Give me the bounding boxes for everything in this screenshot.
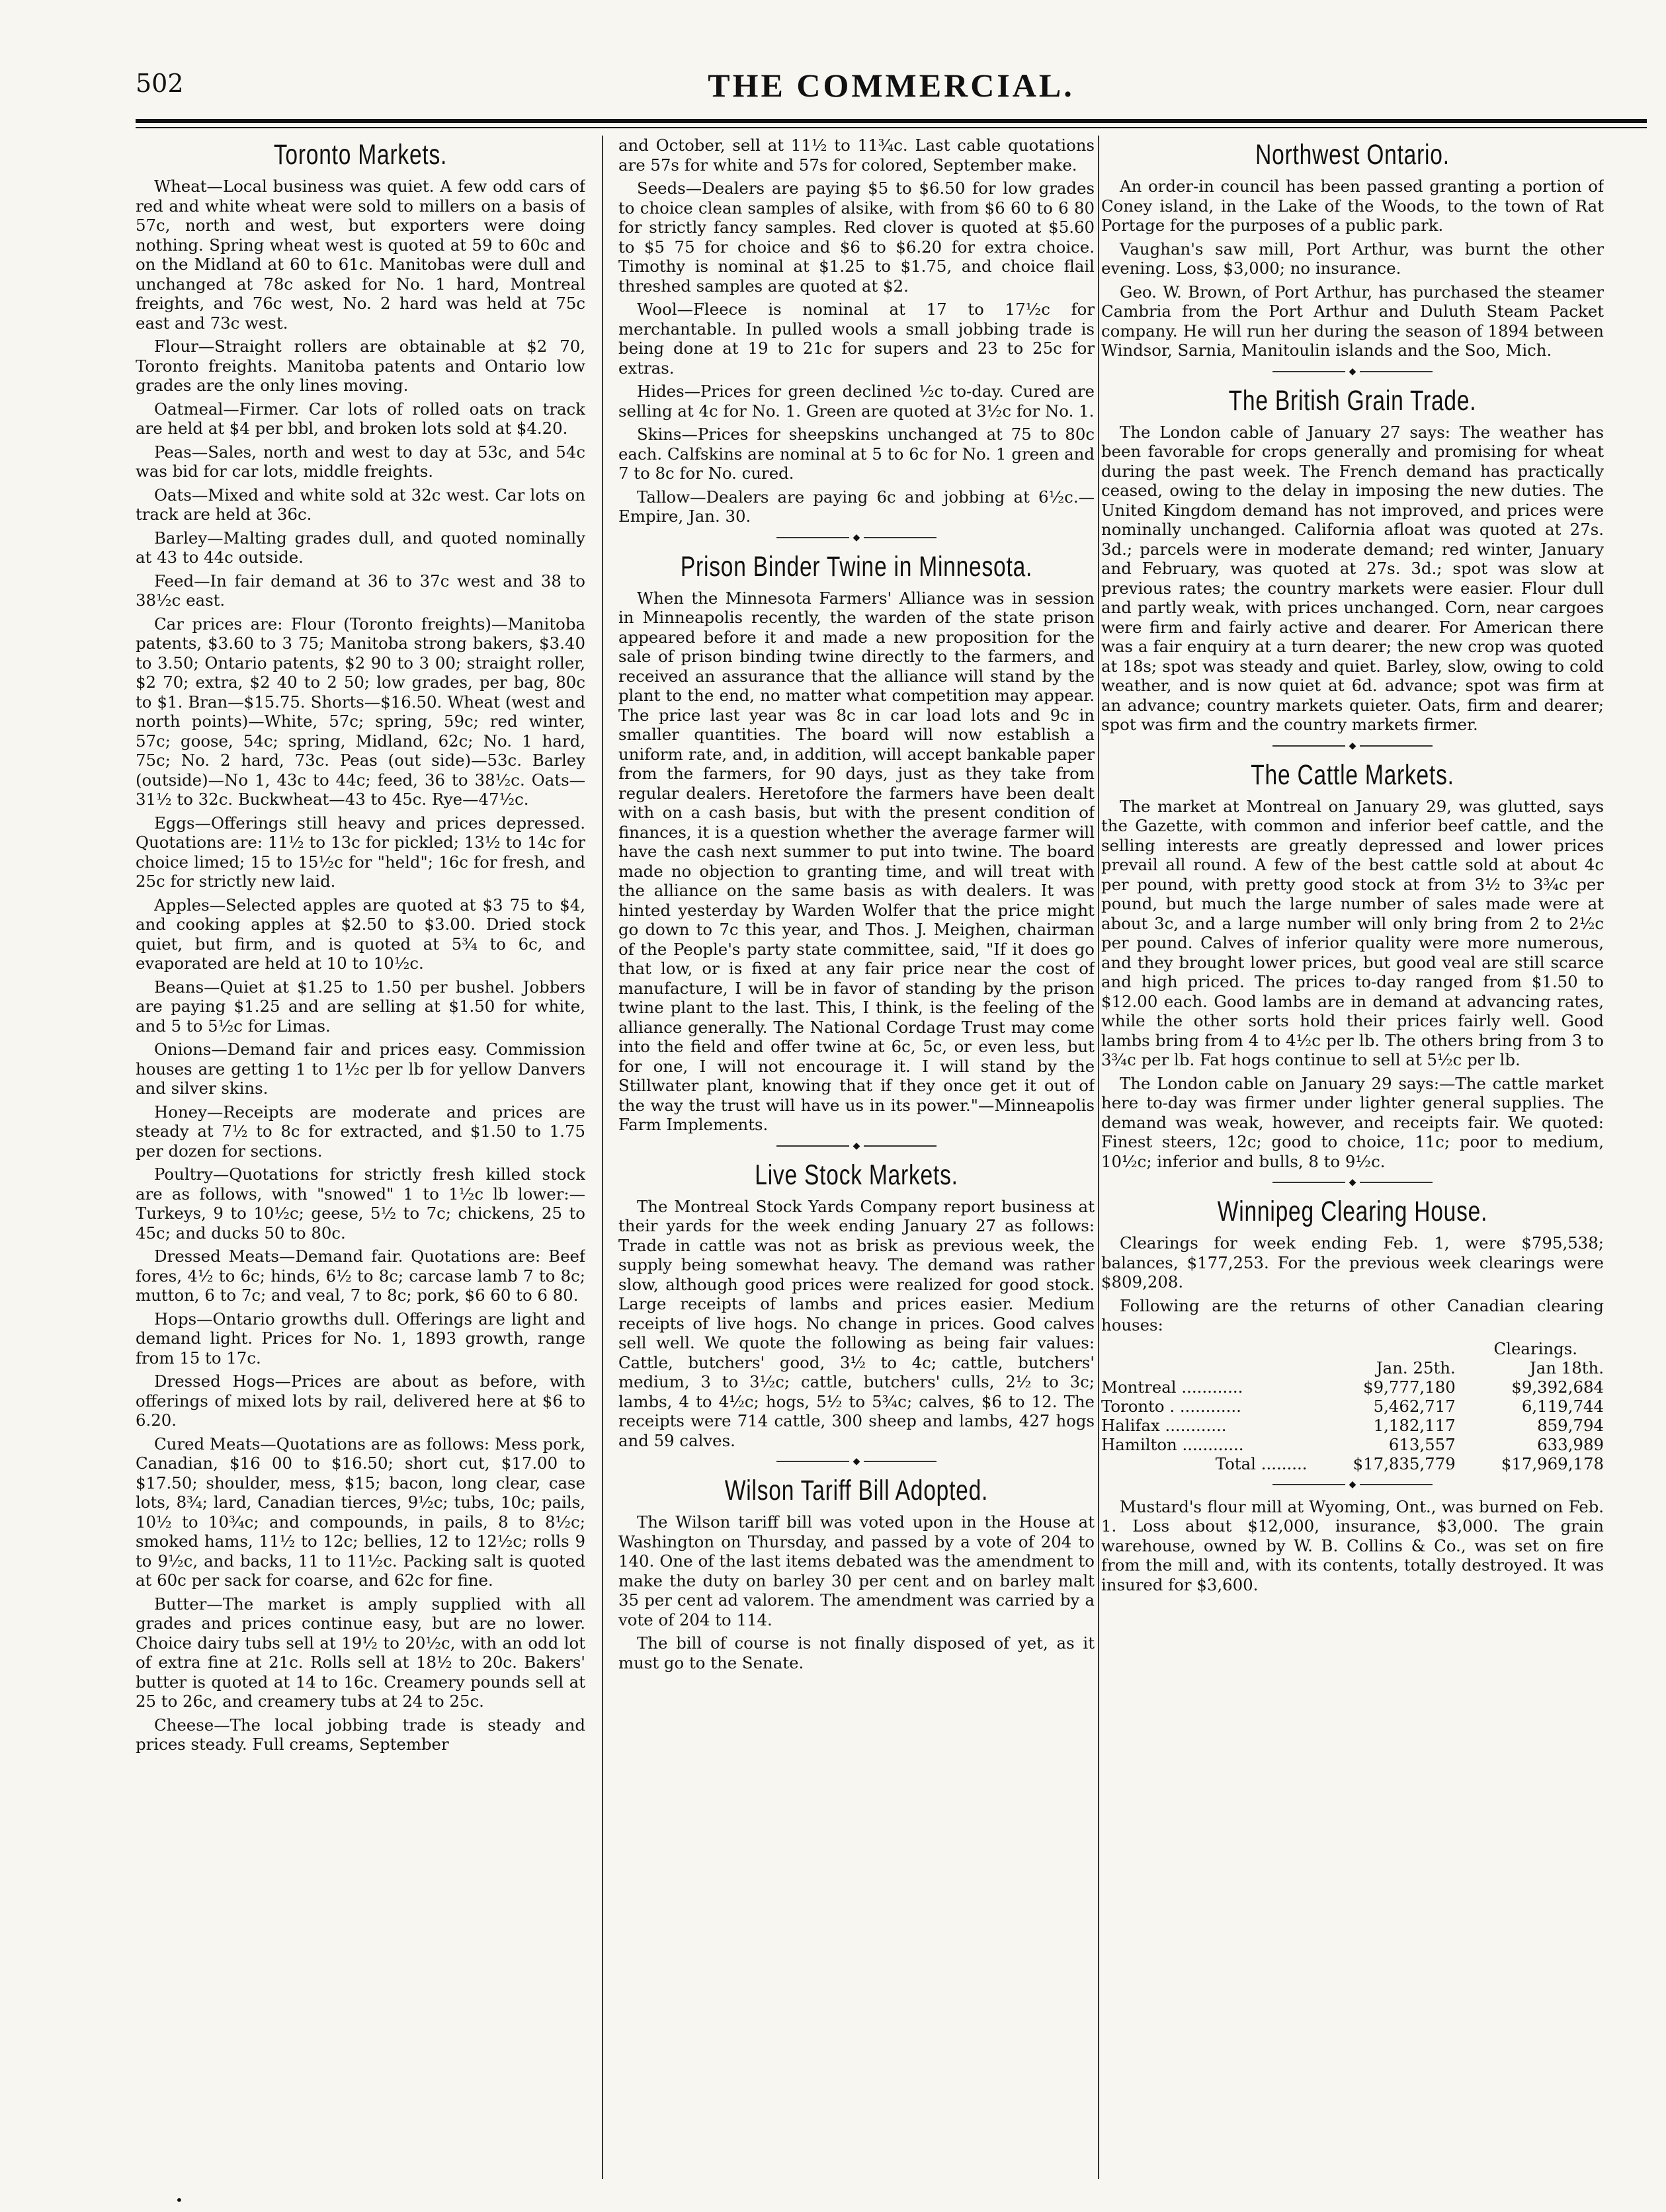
article-paragraph: The London cable of January 27 says: The weather has been favorable for crops generally and promising for wheat during the past week. The French demand has practically ceased, owing to the delay in imposing the new duties. The United Kingdom demand has not improved, and prices were nominally unchanged. California afloat was quoted at 27s. 3d.; parcels were in moderate demand; red winter, January and February, was quoted at 27s. 3d.; spot was slow at previous rates; the country markets were easier. Flour dull and partly weak, with prices unchanged. Corn, near cargoes were firm and fairly active and dearer. For American there was a fair enquiry at a turn dearer; the new crop was quoted at 18s; spot was steady and quiet. Barley, slow, owing to cold weather, and is now quiet at 6d. advance; spot was firm at an advance; country markets quieter. Oats, firm and dearer; spot was firm and the country markets firmer. [1101,422,1604,734]
section-separator: ◆ [1101,1179,1604,1186]
table-total-row [1101,1454,1604,1473]
article-paragraph: An order-in council has been passed granting a portion of Coney island, in the Lake of the Woods, to the town of Rat Portage for the purposes of a public park. [1101,177,1604,235]
article-title-toronto-markets: Toronto Markets. [273,139,448,171]
header-rule-thick [136,119,1647,123]
table-row [1101,1377,1604,1397]
article-paragraph: Car prices are: Flour (Toronto freights)—Manitoba patents, $3.60 to 3 75; Manitoba strong bakers, $3.40 to 3.50; Ontario patents, $2 90 to 3 00; straight roller, $2 70; extra, $2 40 to 2 50; low grades, per bag, 80c to $1. Bran—$15.75. Shorts—$16.50. Wheat (west and north points)—White, 57c; spring, 59c; red winter, 57c; goose, 54c; spring, Midland, 62c; No. 1 hard, 75c; No. 2 hard, 73c. Peas (out side)—53c. Barley (outside)—No 1, 43c to 44c; feed, 36 to 38½c. Oats—31½ to 32c. Buckwheat—43 to 45c. Rye—47½c. [136,614,585,809]
table-cell: 613,557 [1388,1434,1456,1454]
bottom-mark: • [175,2192,183,2208]
article-paragraph: Eggs—Offerings still heavy and prices depressed. Quotations are: 11½ to 13c for pickled; 13½ to 14c for choice limed; 15 to 15½c for "held"; 16c for fresh, and 25c for strictly new laid. [136,813,585,891]
article-paragraph: Oats—Mixed and white sold at 32c west. Car lots on track are held at 36c. [136,485,585,524]
article-paragraph: Poultry—Quotations for strictly fresh killed stock are as follows, with "snowed" 1 to 1½c lb lower:—Turkeys, 9 to 10½c; geese, 5½ to 7c; chickens, 25 to 45c; and ducks 50 to 80c. [136,1165,585,1243]
article-paragraph: The Wilson tariff bill was voted upon in the House at Washington on Thursday, and passed by a vote of 204 to 140. One of the last items debated was the amendment to make the duty on barley 30 per cent and on barley malt 35 per cent ad valorem. The amendment was carried by a vote of 204 to 114. [618,1512,1095,1629]
masthead: THE COMMERCIAL. [708,67,1075,104]
section-separator: ◆ [1101,1481,1604,1488]
page-header [136,66,1647,114]
article-paragraph: Peas—Sales, north and west to day at 53c, and 54c was bid for car lots, middle freights. [136,442,585,481]
article-paragraph: Vaughan's saw mill, Port Arthur, was burnt the other evening. Loss, $3,000; no insurance. [1101,239,1604,278]
table-header-row [1101,1358,1604,1377]
table-cell: $9,392,684 [1511,1377,1604,1397]
section-separator: ◆ [618,1143,1095,1149]
header-rule-thin [136,127,1647,128]
section-separator: ◆ [618,534,1095,541]
table-total-cell: $17,835,779 [1353,1454,1456,1473]
article-paragraph: Oatmeal—Firmer. Car lots of rolled oats on track are held at $4 per bbl, and broken lots sold at $4.20. [136,399,585,438]
article-paragraph: The London cable on January 29 says:—The cattle market here to-day was firmer under lighter general supplies. The demand was weak, however, and receipts fair. We quoted: Finest steers, 12c; good to choice, 11c; poor to medium, 10½c; inferior and bulls, 8 to 9½c. [1101,1073,1604,1171]
table-cell: $9,777,180 [1363,1377,1456,1397]
article-paragraph: Hides—Prices for green declined ½c to-day. Cured are selling at 4c for No. 1. Green are quoted at 3½c for No. 1. [618,382,1095,421]
article-paragraph: Geo. W. Brown, of Port Arthur, has purchased the steamer Cambria from the Port Arthur and Duluth Steam Packet company. He will run her during the season of 1894 between Windsor, Sarnia, Manitoulin islands and the Soo, Mich. [1101,282,1604,360]
article-paragraph: The bill of course is not finally disposed of yet, as it must go to the Senate. [618,1633,1095,1672]
article-paragraph: The Montreal Stock Yards Company report business at their yards for the week ending January 27 as follows: Trade in cattle was not as brisk as previous week, the supply being somewhat heavy. The demand was rather slow, although good prices were realized for good stock. Large receipts of lambs and prices easier. Medium receipts of live hogs. No change in prices. Good calves sell well. We quote the following as being fair values: Cattle, butchers' good, 3½ to 4c; cattle, butchers' medium, 3 to 3½c; cattle, butchers' culls, 2½ to 3c; lambs, 4 to 4½c; hogs, 5½ to 5¾c; calves, $6 to 12. The receipts were 714 cattle, 300 sheep and lambs, 427 hogs and 59 calves. [618,1196,1095,1450]
table-cell-city: Hamilton ............ [1101,1434,1244,1454]
column-divider [602,136,603,2179]
article-paragraph: The market at Montreal on January 29, was glutted, says the Gazette, with common and inferior beef cattle, and the selling interests are greatly depressed and lower prices prevail all round. A few of the best cattle sold at about 4c per pound, with pretty good stock at from 3½ to 3¾c per pound, but much the large number of sales made were at about 3c, and a large number will only bring from 2 to 2½c per pound. Calves of inferior quality were more numerous, and they brought lower prices, but good veal are still scarce and high priced. The prices to-day ranged from $1.50 to $12.00 each. Good lambs are in demand at advancing rates, while the other sorts hold their prices fairly well. Good lambs bring from 4 to 4½c per lb. The others bring from 3 to 3¾c per lb. Fat hogs continue to sell at 5½c per lb. [1101,796,1604,1069]
article-paragraph: Dressed Hogs—Prices are about as before, with offerings of mixed lots by rail, delivered here at $6 to 6.20. [136,1372,585,1430]
section-separator: ◆ [1101,368,1604,375]
article-paragraph: Onions—Demand fair and prices easy. Commission houses are getting 1 to 1½c per lb for yellow Danvers and silver skins. [136,1040,585,1098]
article-paragraph: Cheese—The local jobbing trade is steady and prices steady. Full creams, September [136,1715,585,1754]
table-row [1101,1416,1604,1435]
article-paragraph: Feed—In fair demand at 36 to 37c west and 38 to 38½c east. [136,571,585,610]
clearings-table [1101,1339,1604,1473]
table-cell-city: Halifax ............ [1101,1415,1227,1435]
table-cell: 633,989 [1537,1434,1604,1454]
article-paragraph: and October, sell at 11½ to 11¾c. Last cable quotations are 57s for white and 57s for colored, September make. [618,136,1095,175]
article-paragraph: Flour—Straight rollers are obtainable at $2 70, Toronto freights. Manitoba patents and Ontario low grades are the only lines moving. [136,337,585,395]
column-right [1101,136,1604,2179]
article-paragraph: Butter—The market is amply supplied with all grades and prices continue easy, but are no lower. Choice dairy tubs sell at 19½ to 20½c, with an odd lot of extra fine at 21c. Rolls sell at 18½ to 20c. Bakers' butter is quoted at 14 to 16c. Creamery pounds sell at 25 to 26c, and creamery tubs at 24 to 25c. [136,1594,585,1711]
article-title-cattle-markets: The Cattle Markets. [1251,758,1454,791]
article-title-live-stock: Live Stock Markets. [755,1159,958,1191]
table-header-row [1101,1339,1604,1358]
article-paragraph: Wheat—Local business was quiet. A few odd cars of red and white wheat were sold to millers on a basis of 57c, north and west, but exporters were doing nothing. Spring wheat west is quoted at 59 to 60c and on the Midland at 60 to 61c. Manitobas were dull and unchanged at 78c asked for No. 1 hard, Montreal freights, and 76c west, No. 2 hard was held at 75c east and 73c west. [136,177,585,333]
table-group-label: Clearings. [1493,1338,1577,1358]
article-paragraph: When the Minnesota Farmers' Alliance was in session in Minneapolis recently, the warden of the state prison appeared before it and made a new proposition for the sale of prison binding twine directly to the farmers, and received an assurance that the alliance will stand by the plant to the end, no matter what competition may appear. The price last year was 8c in car load lots and 9c in smaller quantities. The board will now establish a uniform rate, and, in addition, will accept bankable paper from the farmers, for 90 days, just as they take from regular dealers. Heretofore the farmers have been dealt with on a cash basis, but with the present condition of finances, it is a question whether the average farmer will have the cash next summer to put into twine. The board made no objection to granting time, and will treat with the alliance on the same basis as with dealers. It was hinted yesterday by Warden Wolfer that the price might go down to 7c this year, and Thos. J. Meighen, chairman of the People's party state committee, said, "If it does go that low, or is fixed at any fair price near the cost of manufacture, I will be in favor of standing by the prison twine plant to the last. This, I think, is the feeling of the alliance generally. The National Cordage Trust may come into the field and offer twine at 6c, 5c, or even less, but for one, I will not encourage it. I will stand by the Stillwater plant, knowing that if they once get it out of the way the trust will have us in its power."—Minneapolis Farm Implements. [618,588,1095,1134]
table-cell-city: Montreal ............ [1101,1377,1243,1397]
article-paragraph: Following are the returns of other Canadian clearing houses: [1101,1295,1604,1334]
column-divider [1098,136,1099,2179]
article-paragraph: Barley—Malting grades dull, and quoted nominally at 43 to 44c outside. [136,528,585,567]
article-paragraph: Tallow—Dealers are paying 6c and jobbing at 6½c.—Empire, Jan. 30. [618,487,1095,526]
article-paragraph: Seeds—Dealers are paying $5 to $6.50 for low grades to choice clean samples of alsike, with from $6 60 to 6 80 for strictly fancy samples. Red clover is quoted at $5.60 to $5 75 for choice and $6 to $6.20 for extra choice. Timothy is nominal at $1.25 to $1.75, and choice flail threshed samples are quoted at $2. [618,179,1095,296]
article-paragraph: Beans—Quiet at $1.25 to 1.50 per bushel. Jobbers are paying $1.25 and are selling at $1.50 for white, and 5 to 5½c for Limas. [136,977,585,1036]
article-paragraph: Skins—Prices for sheepskins unchanged at 75 to 80c each. Calfskins are nominal at 5 to 6c for No. 1 green and 7 to 8c for No. cured. [618,425,1095,483]
article-title-northwest-ontario: Northwest Ontario. [1255,139,1450,171]
table-cell: 6,119,744 [1521,1396,1604,1416]
article-paragraph: Apples—Selected apples are quoted at $3 75 to $4, and cooking apples at $2.50 to $3.00. Dried stock quiet, but firm, and is quoted at 5¾ to 6c, and evaporated are held at 10 to 10½c. [136,895,585,973]
article-paragraph: Hops—Ontario growths dull. Offerings are light and demand light. Prices for No. 1, 1893 growth, range from 15 to 17c. [136,1309,585,1368]
table-cell: 1,182,117 [1373,1415,1456,1435]
table-cell: 859,794 [1537,1415,1604,1435]
table-row [1101,1435,1604,1454]
article-paragraph: Mustard's flour mill at Wyoming, Ont., was burned on Feb. 1. Loss about $12,000, insurance, $3,000. The grain warehouse, owned by W. B. Collins & Co., was set on fire from the mill and, with its contents, totally destroyed. It was insured for $3,600. [1101,1496,1604,1594]
section-separator: ◆ [618,1458,1095,1465]
article-paragraph: Dressed Meats—Demand fair. Quotations are: Beef fores, 4½ to 6c; hinds, 6½ to 8c; carcase lamb 7 to 8c; mutton, 6 to 7c; and veal, 7 to 8c; pork, $6 60 to 6 80. [136,1247,585,1305]
table-row [1101,1397,1604,1416]
column-header: Jan 18th. [1529,1358,1604,1377]
article-title-winnipeg-clearing: Winnipeg Clearing House. [1217,1196,1488,1227]
article-title-wilson-tariff: Wilson Tariff Bill Adopted. [724,1475,989,1506]
article-title-british-grain: The British Grain Trade. [1228,384,1477,417]
table-total-label: Total ......... [1215,1454,1308,1473]
article-paragraph: Wool—Fleece is nominal at 17 to 17½c for merchantable. In pulled wools a small jobbing trade is being done at 19 to 21c for supers and 23 to 25c for extras. [618,300,1095,378]
section-separator: ◆ [1101,743,1604,749]
article-paragraph: Clearings for week ending Feb. 1, were $795,538; balances, $177,253. For the previous week clearings were $809,208. [1101,1233,1604,1291]
article-title-binder-twine: Prison Binder Twine in Minnesota. [680,550,1033,583]
page-number: 502 [136,69,184,98]
column-middle [618,136,1095,2179]
table-total-cell: $17,969,178 [1501,1454,1604,1473]
column-left [136,136,585,2179]
article-paragraph: Honey—Receipts are moderate and prices are steady at 7½ to 8c for extracted, and $1.50 to 1.75 per dozen for sections. [136,1102,585,1161]
article-paragraph: Cured Meats—Quotations are as follows: Mess pork, Canadian, $16 00 to $16.50; short cut, $17.00 to $17.50; shoulder, mess, $15; bacon, long clear, case lots, 8¾; lard, Canadian tierces, 9½c; tubs, 10c; pails, 10½ to 10¾c; and compounds, in pails, 8 to 8½c; smoked hams, 11½ to 12c; bellies, 12 to 12½c; rolls 9 to 9½c, and backs, 11 to 11½c. Packing salt is quoted at 60c per sack for coarse, and 62c for fine. [136,1434,585,1590]
table-cell: 5,462,717 [1373,1396,1456,1416]
column-header: Jan. 25th. [1376,1358,1456,1377]
table-cell-city: Toronto . ............ [1101,1396,1241,1416]
